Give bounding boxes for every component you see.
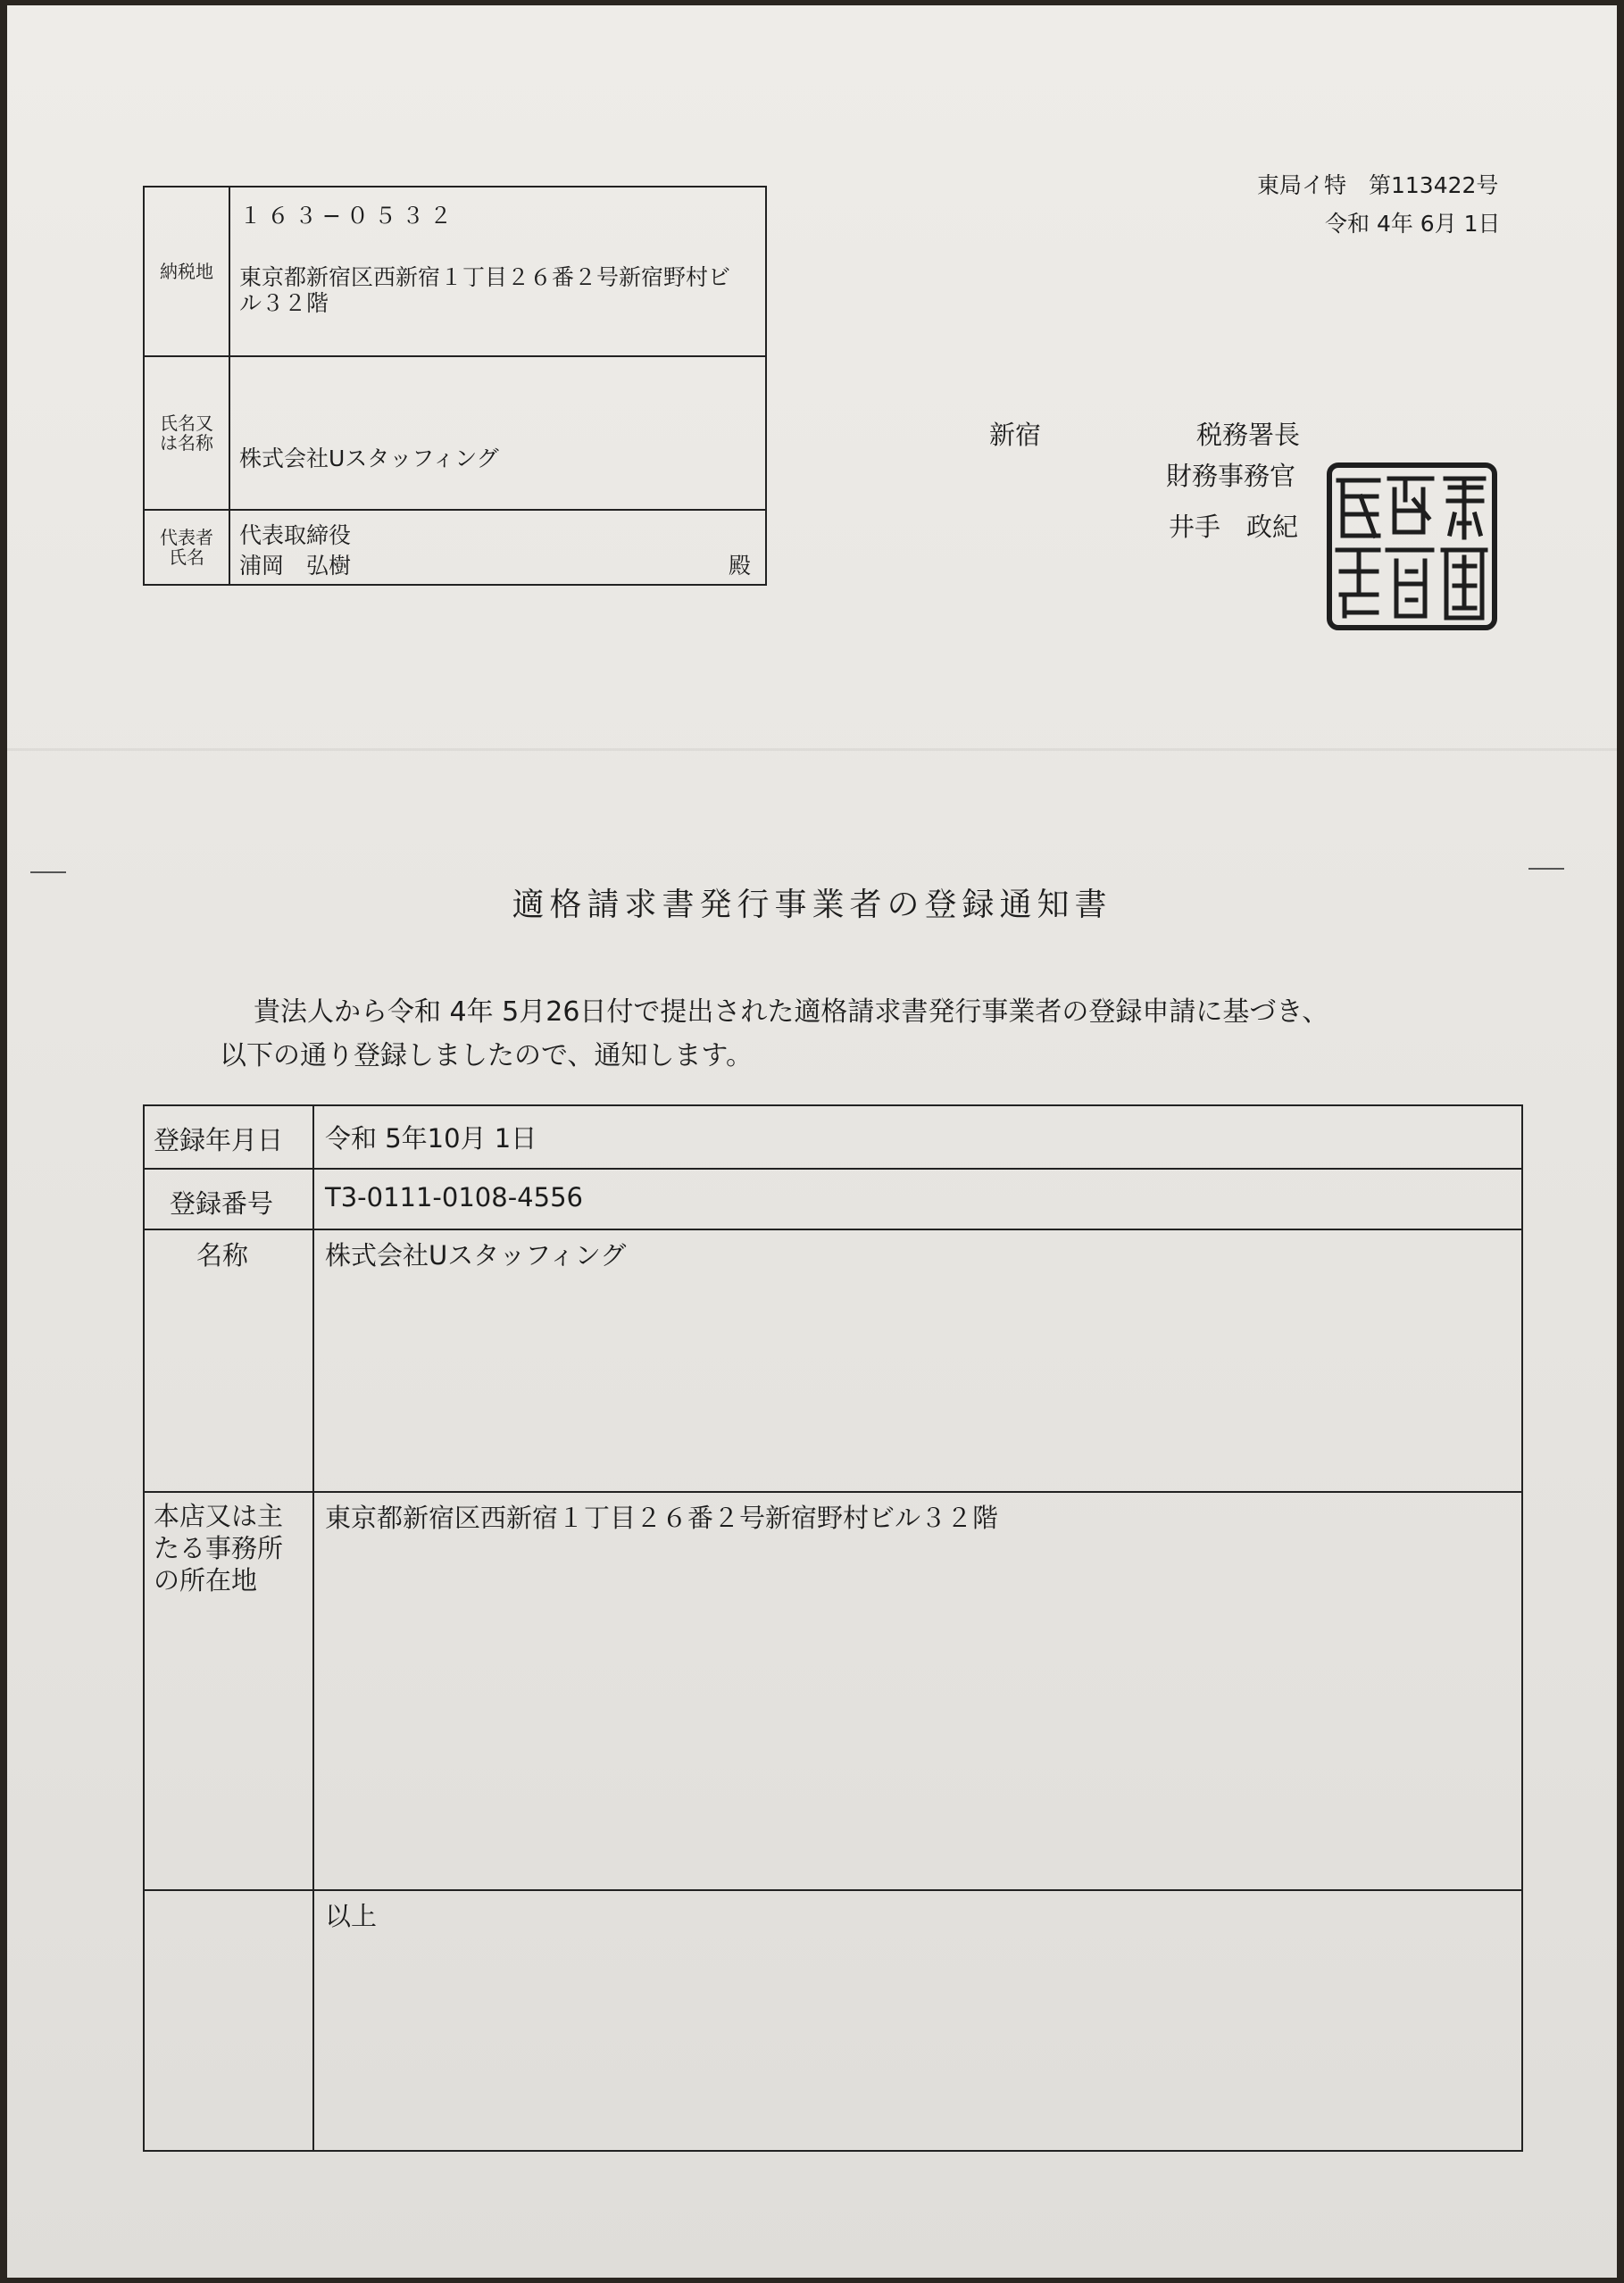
closing-text: 以上: [325, 1901, 378, 1931]
fold-mark-right: [1528, 868, 1564, 870]
address-row: [145, 1493, 1521, 1891]
office-title: 税務署長: [1196, 420, 1301, 450]
company-name: 株式会社Uスタッフィング: [239, 446, 499, 471]
registration-number: T3-0111-0108-4556: [325, 1182, 583, 1212]
reference-number: 東局イ特 第113422号: [1257, 172, 1499, 198]
taxpayer-info-box: [143, 186, 767, 586]
representative-label: 代表者氏名: [145, 511, 230, 584]
body-text-line-1: 貴法人から令和 4年 5月26日付で提出された適格請求書発行事業者の登録申請に基づき、: [254, 996, 1329, 1028]
office-place: 新宿: [989, 420, 1042, 450]
fold-line: [7, 748, 1617, 751]
name-label: 氏名又は名称: [145, 357, 230, 509]
representative-row: [145, 511, 765, 584]
registered-name: 株式会社Uスタッフィング: [325, 1240, 627, 1271]
fold-mark-left: [30, 871, 66, 873]
representative-name: 浦岡 弘樹: [239, 553, 352, 579]
honorific: 殿: [729, 553, 752, 579]
registration-number-row: [145, 1170, 1521, 1230]
body-text-line-2: 以下の通り登録しましたので、通知します。: [220, 1040, 753, 1071]
tax-place-label: 納税地: [145, 187, 230, 355]
document-title: 適格請求書発行事業者の登録通知書: [512, 887, 1112, 923]
tax-place-row: [145, 187, 765, 357]
official-name: 井手 政紀: [1169, 512, 1299, 542]
official-seal: [1325, 461, 1499, 632]
issue-date: 令和 4年 6月 1日: [1325, 211, 1501, 237]
official-title: 財務事務官: [1166, 461, 1296, 491]
closing-label-cell: [145, 1891, 314, 2150]
closing-row: [145, 1891, 1521, 2150]
registration-date: 令和 5年10月 1日: [325, 1123, 537, 1154]
address-label: 本店又は主たる事務所の所在地: [145, 1493, 314, 1889]
postal-code: １６３−０５３２: [239, 203, 457, 229]
registered-address: 東京都新宿区西新宿１丁目２６番２号新宿野村ビル３２階: [325, 1503, 999, 1533]
name-row: [145, 357, 765, 511]
registration-table: [143, 1104, 1523, 2152]
name-label: 名称: [145, 1230, 314, 1491]
registration-number-label: 登録番号: [145, 1170, 314, 1229]
registration-date-row: [145, 1106, 1521, 1170]
registration-date-label: 登録年月日: [145, 1106, 314, 1168]
representative-title: 代表取締役: [239, 522, 352, 548]
tax-place-address: 東京都新宿区西新宿１丁目２６番２号新宿野村ビル３２階: [239, 264, 731, 316]
name-row: [145, 1230, 1521, 1493]
